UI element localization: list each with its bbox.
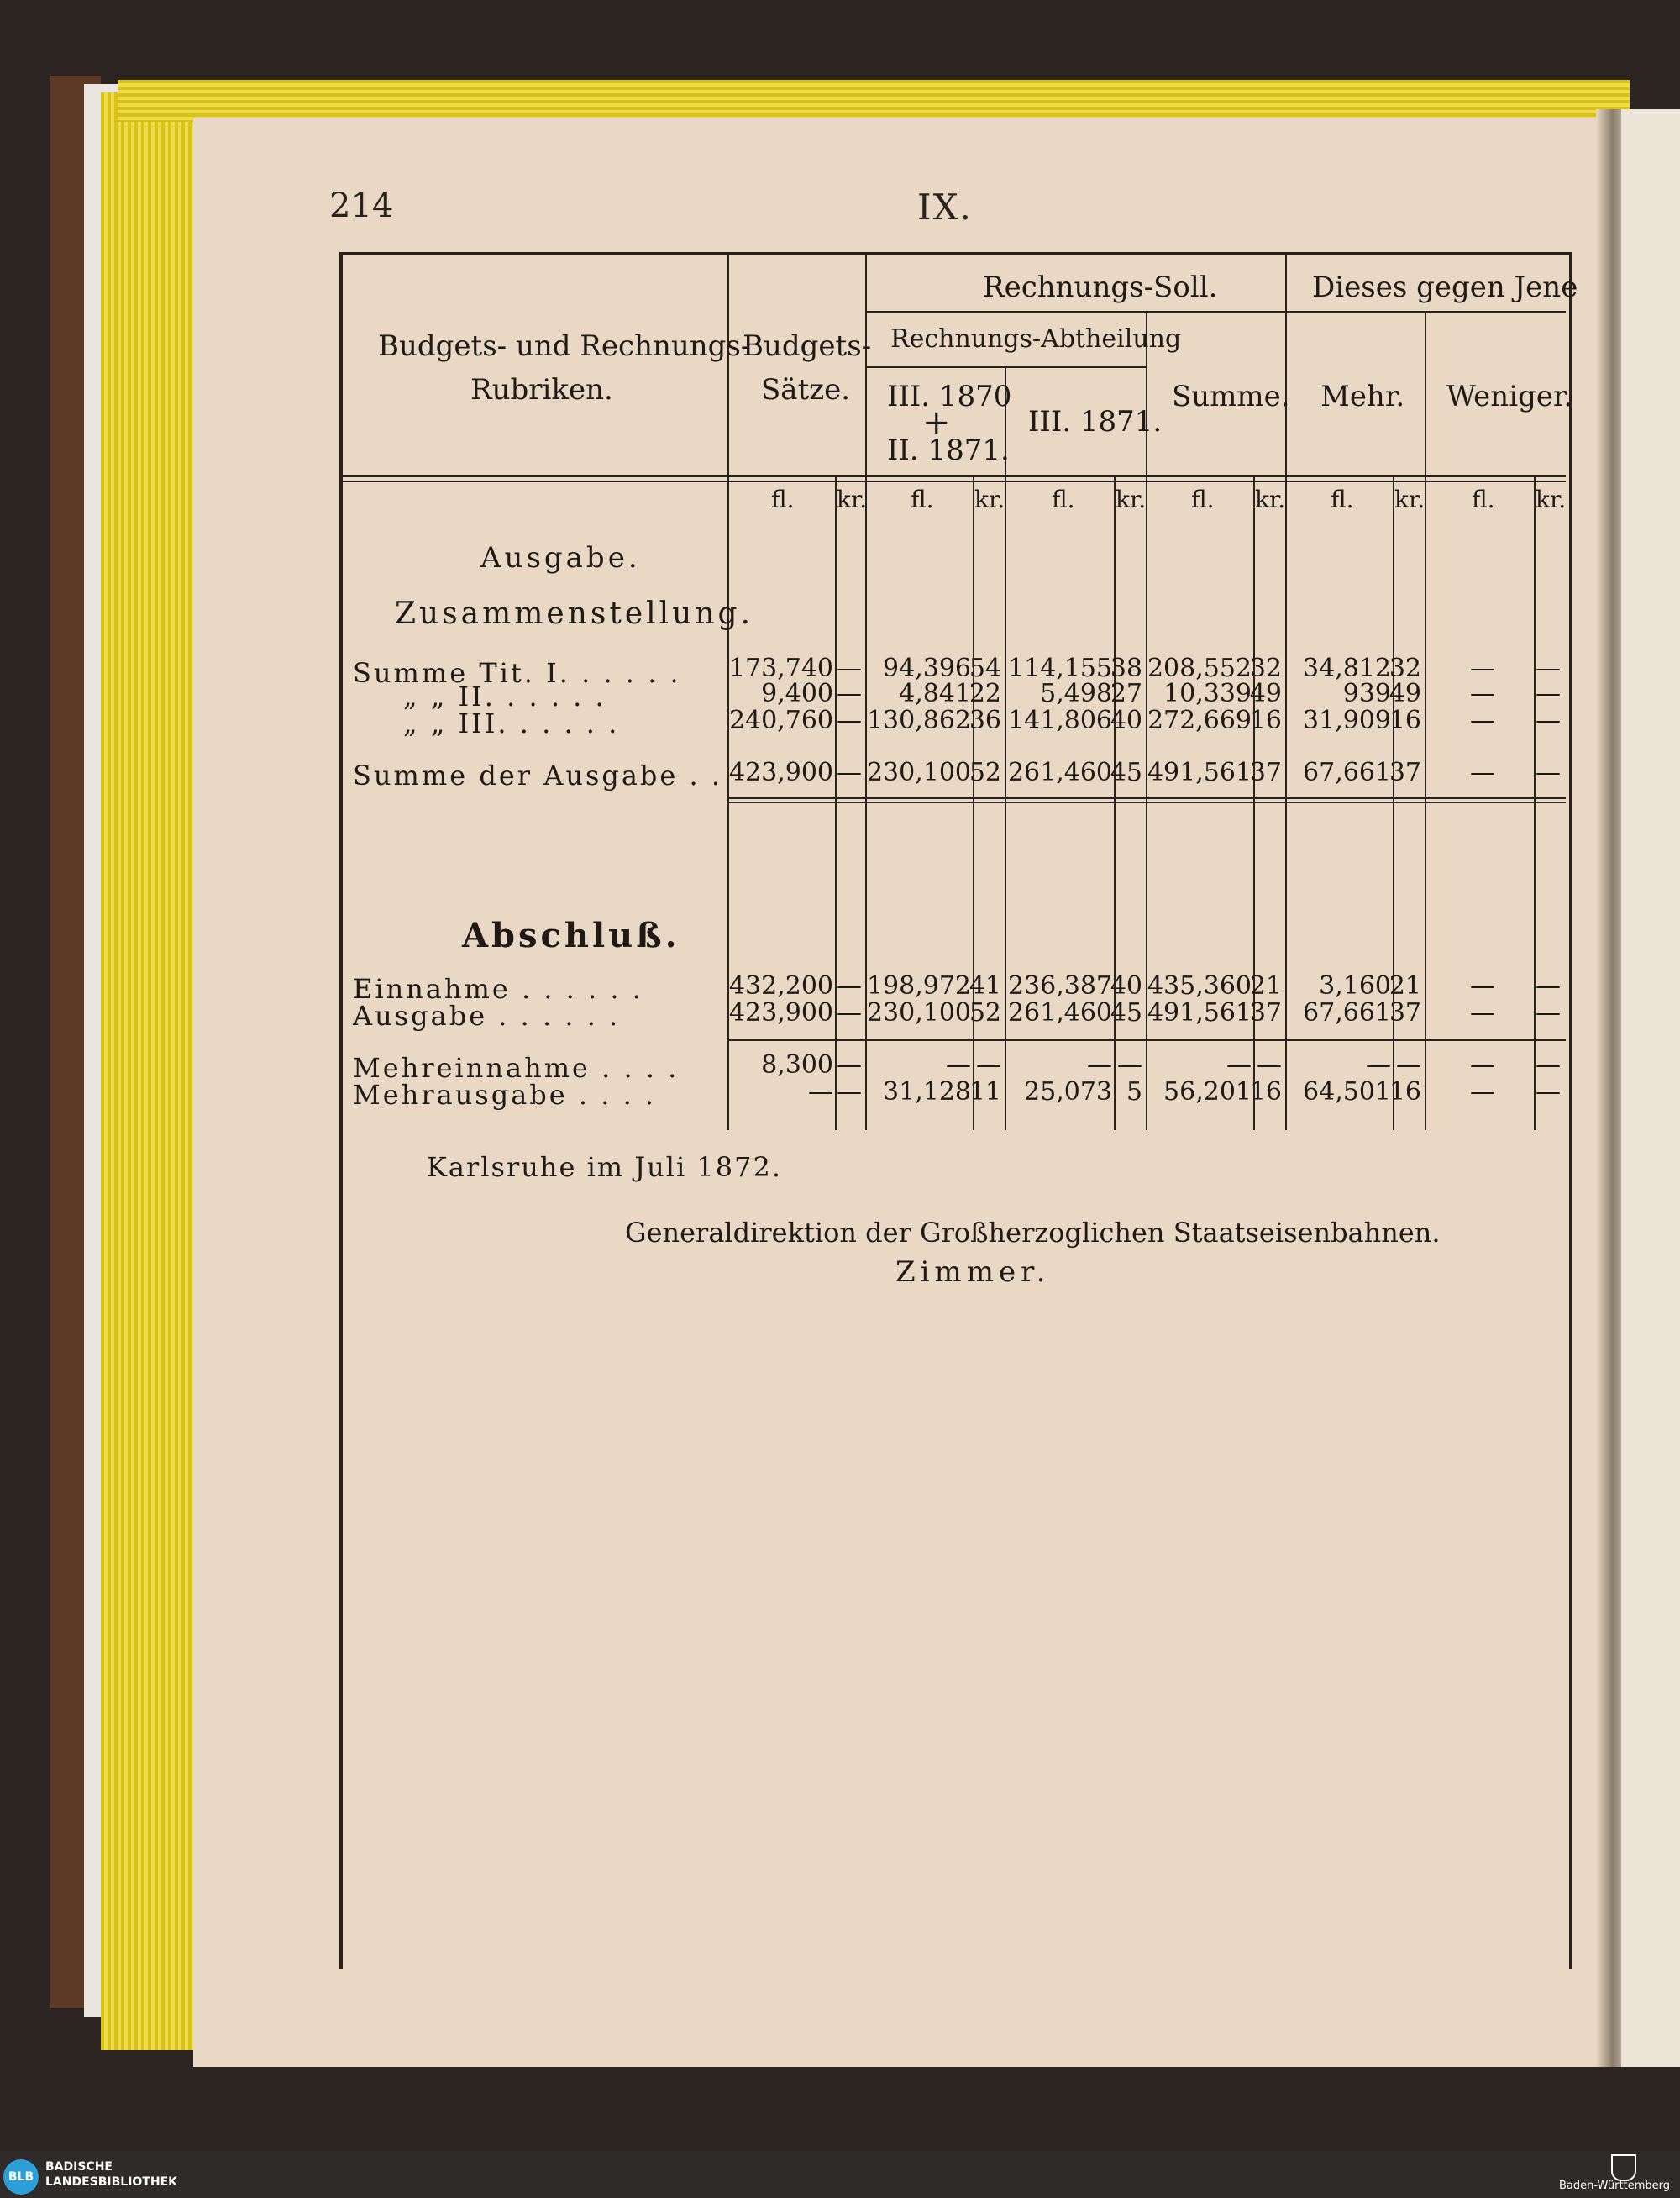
unit-kr: kr.	[1536, 486, 1567, 513]
ledger-cell-mk: 49	[1389, 679, 1421, 708]
header-rubriken-line1: Budgets- und Rechnungs-	[378, 329, 751, 363]
unit-kr: kr.	[974, 486, 1005, 513]
page-number: 214	[329, 187, 394, 225]
header-col1-line3: II. 1871.	[887, 434, 1010, 467]
unit-fl: fl.	[771, 486, 795, 513]
unit-fl: fl.	[911, 486, 934, 513]
ledger-table	[339, 252, 1572, 1969]
ledger-cell-b: —	[808, 1077, 833, 1107]
ledger-cell-m: 34,812	[1303, 654, 1391, 683]
place-date: Karlsruhe im Juli 1872.	[427, 1151, 782, 1183]
ledger-cell-b: 423,900	[728, 998, 833, 1028]
header-rubriken-line2: Rubriken.	[470, 373, 613, 407]
ledger-cell-w: —	[1470, 1077, 1495, 1107]
ledger-cell-bk: —	[837, 706, 862, 735]
state-crest-icon	[1611, 2154, 1636, 2181]
ledger-cell-a2k: 40	[1110, 706, 1142, 735]
ledger-cell-w: —	[1470, 998, 1495, 1028]
ledger-cell-bk: —	[837, 758, 862, 787]
ledger-cell-b: 8,300	[761, 1050, 833, 1080]
ledger-cell-s: 10,339	[1163, 679, 1252, 708]
ledger-cell-a2k: 45	[1110, 998, 1142, 1028]
ledger-cell-a2: 261,460	[1007, 758, 1112, 787]
ledger-cell-w: —	[1470, 971, 1495, 1001]
rule	[341, 481, 1566, 482]
ledger-cell-a1k: 11	[969, 1077, 1001, 1107]
section-ausgabe: Ausgabe.	[480, 541, 641, 575]
ledger-cell-s: 491,561	[1147, 998, 1252, 1028]
ledger-cell-b: 432,200	[728, 971, 833, 1001]
unit-kr: kr.	[1116, 486, 1147, 513]
ledger-cell-a2: 236,387	[1007, 971, 1112, 1001]
ledger-cell-s: 272,669	[1147, 706, 1252, 735]
viewer-footer	[0, 2151, 1680, 2198]
rule	[727, 1039, 1566, 1041]
ledger-cell-a2: 141,806	[1007, 706, 1112, 735]
ledger-cell-sk: 16	[1249, 1077, 1282, 1107]
rule	[865, 311, 1566, 313]
ledger-cell-a2k: 40	[1110, 971, 1142, 1001]
header-soll: Rechnungs-Soll.	[983, 271, 1218, 304]
library-logo: BLB	[3, 2159, 39, 2195]
ledger-cell-m: 67,661	[1303, 998, 1391, 1028]
row-label: Mehreinnahme . . . .	[353, 1052, 680, 1084]
ledger-cell-bk: —	[837, 998, 862, 1028]
row-label: Ausgabe . . . . . .	[353, 1000, 621, 1032]
header-dieses: Dieses gegen Jene	[1312, 271, 1578, 304]
ledger-cell-sk: 37	[1249, 758, 1282, 787]
ledger-cell-a1k: 52	[969, 998, 1001, 1028]
ledger-cell-bk: —	[837, 679, 862, 708]
ledger-cell-w: —	[1470, 679, 1495, 708]
ledger-cell-bk: —	[837, 971, 862, 1001]
header-abtheilung: Rechnungs-Abtheilung	[890, 324, 1182, 354]
rule	[727, 802, 1566, 803]
row-label: Mehrausgabe . . . .	[353, 1079, 657, 1111]
ledger-cell-s: 491,561	[1147, 758, 1252, 787]
section-abschluss: Abschluß.	[462, 916, 680, 955]
header-col2: III. 1871.	[1028, 405, 1163, 439]
ledger-cell-a1k: 41	[969, 971, 1001, 1001]
row-label: Einnahme . . . . . .	[353, 973, 643, 1005]
ledger-cell-a1: 230,100	[866, 998, 971, 1028]
ledger-cell-a2: 25,073	[1024, 1077, 1112, 1107]
ledger-cell-b: 173,740	[728, 654, 833, 683]
ledger-cell-m: 31,909	[1303, 706, 1391, 735]
ledger-cell-a1k: 52	[969, 758, 1001, 787]
rule	[727, 797, 1566, 799]
ledger-cell-a2: 114,155	[1007, 654, 1112, 683]
ledger-cell-wk: —	[1536, 679, 1561, 708]
ledger-cell-wk: —	[1536, 1077, 1561, 1107]
ledger-cell-s: 435,360	[1147, 971, 1252, 1001]
unit-fl: fl.	[1052, 486, 1075, 513]
ledger-cell-bk: —	[837, 654, 862, 683]
header-budget-line2: Sätze.	[761, 373, 851, 407]
ledger-cell-mk: 21	[1389, 971, 1421, 1001]
ledger-cell-a2k: 5	[1126, 1077, 1142, 1107]
ledger-cell-s: 208,552	[1147, 654, 1252, 683]
ledger-cell-sk: 16	[1249, 706, 1282, 735]
ledger-cell-a1: 94,396	[883, 654, 971, 683]
ledger-cell-m: 67,661	[1303, 758, 1391, 787]
ledger-cell-s: —	[1226, 1050, 1252, 1080]
ledger-cell-w: —	[1470, 654, 1495, 683]
ledger-cell-a2: 261,460	[1007, 998, 1112, 1028]
ledger-cell-m: 939	[1342, 679, 1391, 708]
row-label: „ „ III. . . . . .	[403, 707, 620, 739]
ledger-cell-sk: —	[1257, 1050, 1282, 1080]
ledger-cell-bk: —	[837, 1050, 862, 1080]
ledger-cell-w: —	[1470, 758, 1495, 787]
header-mehr: Mehr.	[1320, 380, 1405, 413]
ledger-cell-bk: —	[837, 1077, 862, 1107]
ledger-cell-a1: 230,100	[866, 758, 971, 787]
unit-kr: kr.	[1394, 486, 1425, 513]
rule	[341, 475, 1566, 477]
ledger-cell-a1: —	[946, 1050, 971, 1080]
chapter-heading: IX.	[917, 187, 973, 228]
library-name	[45, 2159, 177, 2190]
ledger-cell-wk: —	[1536, 758, 1561, 787]
ledger-cell-m: —	[1366, 1050, 1391, 1080]
signature: Zimmer.	[895, 1255, 1051, 1289]
unit-fl: fl.	[1191, 486, 1215, 513]
ledger-cell-a2k: 27	[1110, 679, 1142, 708]
issuing-authority: Generaldirektion der Großherzoglichen Staatseisenbahnen.	[625, 1217, 1441, 1249]
next-page-edge	[1621, 109, 1680, 2067]
ledger-cell-sk: 21	[1249, 971, 1282, 1001]
unit-fl: fl.	[1472, 486, 1495, 513]
unit-fl: fl.	[1331, 486, 1354, 513]
unit-kr: kr.	[837, 486, 868, 513]
ledger-cell-w: —	[1470, 1050, 1495, 1080]
ledger-cell-a1k: 54	[969, 654, 1001, 683]
page-block-top	[118, 80, 1630, 122]
ledger-cell-a2k: —	[1117, 1050, 1142, 1080]
ledger-cell-a2: 5,498	[1040, 679, 1112, 708]
ledger-cell-b: 9,400	[761, 679, 833, 708]
header-col1-line1: III. 1870	[887, 380, 1012, 413]
ledger-cell-mk: 32	[1389, 654, 1421, 683]
unit-kr: kr.	[1255, 486, 1286, 513]
ledger-cell-wk: —	[1536, 998, 1561, 1028]
ledger-cell-a1k: —	[976, 1050, 1001, 1080]
ledger-cell-sk: 32	[1249, 654, 1282, 683]
ledger-cell-m: 3,160	[1319, 971, 1391, 1001]
ledger-cell-mk: 16	[1389, 1077, 1421, 1107]
ledger-cell-a2k: 38	[1110, 654, 1142, 683]
row-label: Summe der Ausgabe . .	[353, 760, 723, 791]
ledger-cell-w: —	[1470, 706, 1495, 735]
ledger-cell-b: 240,760	[728, 706, 833, 735]
page-block-edge	[101, 92, 193, 2050]
header-col1-plus: +	[922, 403, 951, 442]
rule	[865, 366, 1146, 368]
library-name-line2: LANDESBIBLIOTHEK	[45, 2175, 178, 2189]
row-label: Summe Tit. I. . . . . .	[353, 657, 681, 689]
ledger-cell-sk: 37	[1249, 998, 1282, 1028]
ledger-cell-a1k: 36	[969, 706, 1001, 735]
ledger-cell-a1k: 22	[969, 679, 1001, 708]
ledger-cell-mk: 37	[1389, 758, 1421, 787]
ledger-cell-a2k: 45	[1110, 758, 1142, 787]
ledger-cell-a2: —	[1087, 1050, 1112, 1080]
header-budget-line1: Budgets-	[743, 329, 872, 363]
ledger-cell-sk: 49	[1249, 679, 1282, 708]
ledger-cell-wk: —	[1536, 971, 1561, 1001]
ledger-cell-a1: 198,972	[866, 971, 971, 1001]
rule	[1425, 311, 1426, 1130]
ledger-cell-wk: —	[1536, 1050, 1561, 1080]
library-name-line1: BADISCHE	[45, 2160, 113, 2174]
header-weniger: Weniger.	[1446, 380, 1573, 413]
ledger-cell-mk: —	[1396, 1050, 1421, 1080]
ledger-cell-wk: —	[1536, 706, 1561, 735]
ledger-cell-wk: —	[1536, 654, 1561, 683]
ledger-cell-a1: 4,841	[899, 679, 971, 708]
ledger-cell-s: 56,201	[1163, 1077, 1252, 1107]
state-name: Baden-Württemberg	[1559, 2180, 1670, 2192]
section-zusammenstellung: Zusammenstellung.	[395, 597, 754, 631]
row-label: „ „ II. . . . . .	[403, 681, 606, 713]
ledger-cell-b: 423,900	[728, 758, 833, 787]
header-summe: Summe.	[1172, 380, 1290, 413]
ledger-cell-a1: 31,128	[883, 1077, 971, 1107]
ledger-cell-mk: 37	[1389, 998, 1421, 1028]
ledger-cell-a1: 130,862	[866, 706, 971, 735]
ledger-cell-mk: 16	[1389, 706, 1421, 735]
ledger-cell-m: 64,501	[1303, 1077, 1391, 1107]
